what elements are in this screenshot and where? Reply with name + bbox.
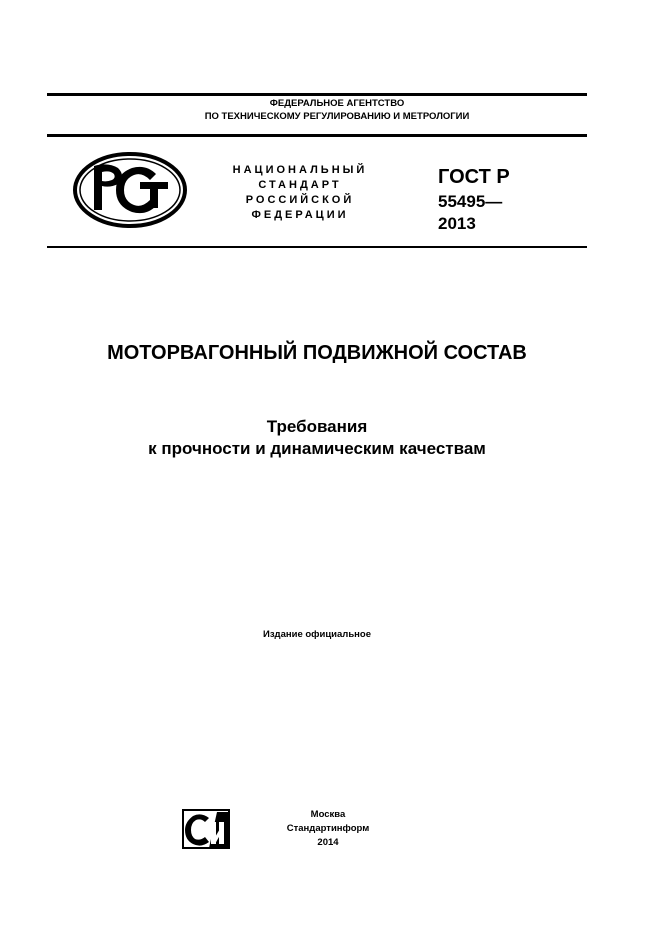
- agency-name: [47, 97, 627, 123]
- rst-conformity-mark-icon: [72, 152, 188, 228]
- header-rule: [47, 134, 587, 137]
- national-line-1: НАЦИОНАЛЬНЫЙ: [232, 164, 368, 176]
- top-rule: [47, 93, 587, 96]
- publisher-city: Москва: [310, 809, 346, 820]
- standartinform-si-mark-icon: [179, 808, 233, 850]
- publisher-year: 2014: [317, 837, 339, 848]
- header-bottom-rule: [47, 246, 587, 248]
- agency-line-2: ПО ТЕХНИЧЕСКОМУ РЕГУЛИРОВАНИЮ И МЕТРОЛОГИИ: [204, 111, 470, 122]
- subtitle-line-2: к прочности и динамическим качествам: [148, 439, 486, 458]
- gost-prefix: ГОСТ Р: [438, 166, 510, 188]
- document-subtitle: [47, 416, 587, 460]
- document-title: МОТОРВАГОННЫЙ ПОДВИЖНОЙ СОСТАВ: [107, 342, 527, 364]
- gost-number: 55495—: [438, 192, 503, 211]
- national-standard-label: [200, 163, 400, 223]
- publisher-block: [268, 808, 388, 850]
- national-line-2: СТАНДАРТ: [258, 179, 342, 191]
- agency-line-1: ФЕДЕРАЛЬНОЕ АГЕНТСТВО: [269, 98, 405, 109]
- national-line-4: ФЕДЕРАЦИИ: [251, 209, 349, 221]
- national-line-3: РОССИЙСКОЙ: [245, 194, 355, 206]
- gost-year: 2013: [438, 214, 476, 233]
- subtitle-line-1: Требования: [266, 417, 368, 436]
- publisher-name: Стандартинформ: [286, 823, 370, 834]
- gost-designation: [438, 165, 510, 235]
- edition-label: Издание официальное: [263, 629, 371, 640]
